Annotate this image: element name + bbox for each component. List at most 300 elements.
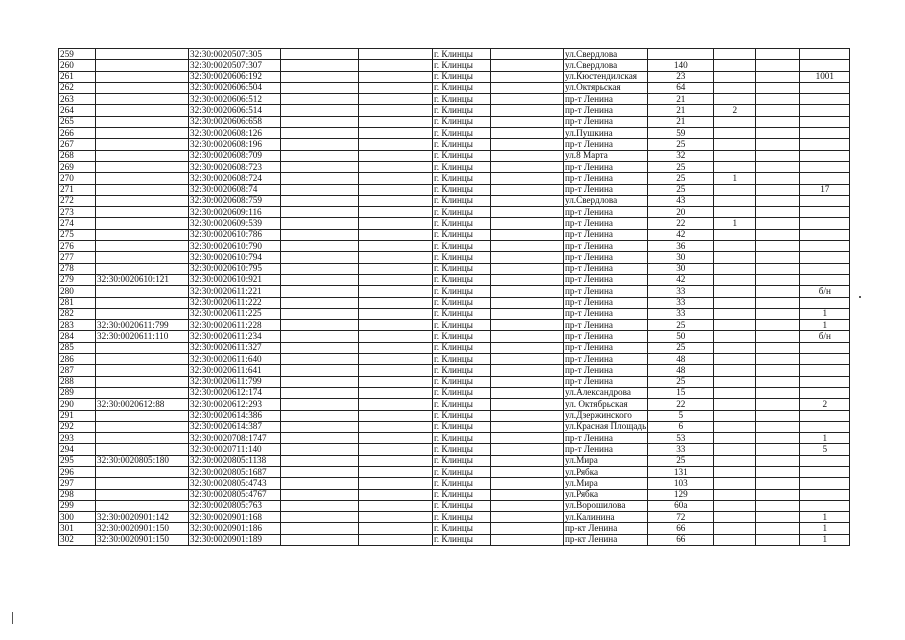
cell-e1	[281, 195, 359, 206]
cell-cad1	[96, 139, 189, 150]
cell-c12	[800, 274, 850, 285]
cell-e1	[281, 466, 359, 477]
cell-city: г. Клинцы	[433, 512, 491, 523]
cell-street: пр-т Ленина	[564, 365, 648, 376]
cell-e1	[281, 308, 359, 319]
cell-city: г. Клинцы	[433, 252, 491, 263]
cell-e1	[281, 534, 359, 545]
table-row	[59, 60, 850, 71]
cell-num: 265	[59, 116, 96, 127]
cell-num: 297	[59, 478, 96, 489]
cell-e1	[281, 116, 359, 127]
cell-house: 50	[648, 331, 714, 342]
cell-house: 30	[648, 263, 714, 274]
cell-street: пр-т Ленина	[564, 229, 648, 240]
cell-c12: б/н	[800, 286, 850, 297]
cell-e3	[491, 105, 564, 116]
cell-house: 48	[648, 354, 714, 365]
cell-city: г. Клинцы	[433, 410, 491, 421]
cell-street: пр-т Ленина	[564, 286, 648, 297]
cell-c11	[756, 263, 800, 274]
cell-e2	[359, 82, 433, 93]
cell-e3	[491, 128, 564, 139]
cell-e2	[359, 512, 433, 523]
cell-c11	[756, 82, 800, 93]
cell-house: 60а	[648, 500, 714, 511]
cell-c10	[714, 466, 756, 477]
cell-cad2: 32:30:0020901:186	[189, 523, 281, 534]
cell-e3	[491, 286, 564, 297]
cell-e3	[491, 478, 564, 489]
cell-cad2: 32:30:0020606:514	[189, 105, 281, 116]
cell-cad1	[96, 161, 189, 172]
cell-c12: 17	[800, 184, 850, 195]
cell-num: 286	[59, 354, 96, 365]
cell-c11	[756, 274, 800, 285]
cell-cad1	[96, 173, 189, 184]
cell-c11	[756, 410, 800, 421]
cell-num: 290	[59, 399, 96, 410]
cell-city: г. Клинцы	[433, 399, 491, 410]
cell-cad2: 32:30:0020610:786	[189, 229, 281, 240]
cell-c11	[756, 489, 800, 500]
cell-street: пр-т Ленина	[564, 241, 648, 252]
cell-c12	[800, 139, 850, 150]
cell-street: пр-т Ленина	[564, 218, 648, 229]
cell-e3	[491, 308, 564, 319]
cell-c12: 1	[800, 308, 850, 319]
cell-city: г. Клинцы	[433, 354, 491, 365]
cell-city: г. Клинцы	[433, 387, 491, 398]
cell-e2	[359, 399, 433, 410]
cell-cad2: 32:30:0020611:234	[189, 331, 281, 342]
cell-e2	[359, 128, 433, 139]
cell-cad1	[96, 116, 189, 127]
cell-city: г. Клинцы	[433, 116, 491, 127]
cell-e2	[359, 433, 433, 444]
cell-e3	[491, 49, 564, 60]
cell-c11	[756, 241, 800, 252]
cell-street: ул. Октябрьская	[564, 399, 648, 410]
cell-e2	[359, 320, 433, 331]
cell-num: 301	[59, 523, 96, 534]
cell-e1	[281, 150, 359, 161]
cell-house: 64	[648, 82, 714, 93]
cell-e3	[491, 500, 564, 511]
cell-num: 285	[59, 342, 96, 353]
cell-cad1	[96, 94, 189, 105]
cell-c12	[800, 60, 850, 71]
table-row	[59, 150, 850, 161]
cell-e3	[491, 433, 564, 444]
cell-e1	[281, 173, 359, 184]
cell-e2	[359, 60, 433, 71]
cell-cad1	[96, 60, 189, 71]
cell-street: пр-т Ленина	[564, 354, 648, 365]
table-row	[59, 354, 850, 365]
table-row	[59, 489, 850, 500]
cell-c10: 1	[714, 218, 756, 229]
cell-e2	[359, 150, 433, 161]
cell-cad2: 32:30:0020611:641	[189, 365, 281, 376]
cell-cad2: 32:30:0020711:140	[189, 444, 281, 455]
cell-e3	[491, 94, 564, 105]
cell-e3	[491, 71, 564, 82]
cell-cad1	[96, 286, 189, 297]
cell-c11	[756, 320, 800, 331]
cell-c12	[800, 410, 850, 421]
cell-e1	[281, 433, 359, 444]
table-row	[59, 523, 850, 534]
cell-e2	[359, 105, 433, 116]
table-row	[59, 82, 850, 93]
cell-cad2: 32:30:0020608:126	[189, 128, 281, 139]
cell-c12	[800, 241, 850, 252]
cell-c12	[800, 455, 850, 466]
cell-c11	[756, 71, 800, 82]
cell-e1	[281, 71, 359, 82]
cell-c10	[714, 71, 756, 82]
cell-city: г. Клинцы	[433, 342, 491, 353]
cell-e2	[359, 354, 433, 365]
cell-city: г. Клинцы	[433, 308, 491, 319]
cell-c12	[800, 354, 850, 365]
cell-c10	[714, 49, 756, 60]
cell-c10	[714, 128, 756, 139]
table-row	[59, 184, 850, 195]
cell-city: г. Клинцы	[433, 455, 491, 466]
cell-house: 48	[648, 365, 714, 376]
cell-e2	[359, 444, 433, 455]
table-row	[59, 365, 850, 376]
cell-num: 268	[59, 150, 96, 161]
cell-c10	[714, 399, 756, 410]
cell-city: г. Клинцы	[433, 376, 491, 387]
cell-num: 293	[59, 433, 96, 444]
table-row	[59, 433, 850, 444]
cell-street: ул.Александрова	[564, 387, 648, 398]
cell-c11	[756, 455, 800, 466]
cell-city: г. Клинцы	[433, 184, 491, 195]
cell-house: 21	[648, 94, 714, 105]
cell-e1	[281, 218, 359, 229]
cell-c12	[800, 342, 850, 353]
cell-e2	[359, 207, 433, 218]
cell-c10	[714, 478, 756, 489]
table-row	[59, 286, 850, 297]
cell-house: 32	[648, 150, 714, 161]
cell-c10	[714, 161, 756, 172]
cell-cad2: 32:30:0020608:723	[189, 161, 281, 172]
cell-c10	[714, 444, 756, 455]
cell-num: 276	[59, 241, 96, 252]
table-row	[59, 331, 850, 342]
cell-cad2: 32:30:0020614:386	[189, 410, 281, 421]
cell-city: г. Клинцы	[433, 60, 491, 71]
cell-cad2: 32:30:0020507:305	[189, 49, 281, 60]
cell-street: пр-т Ленина	[564, 105, 648, 116]
cell-e1	[281, 94, 359, 105]
cell-c12: б/н	[800, 331, 850, 342]
cell-e1	[281, 241, 359, 252]
cell-c11	[756, 173, 800, 184]
cell-c10	[714, 387, 756, 398]
cell-house: 33	[648, 308, 714, 319]
table-row	[59, 173, 850, 184]
cell-e3	[491, 331, 564, 342]
cell-e2	[359, 376, 433, 387]
cell-c11	[756, 342, 800, 353]
table-row	[59, 105, 850, 116]
cell-e3	[491, 444, 564, 455]
cell-city: г. Клинцы	[433, 489, 491, 500]
cell-house: 23	[648, 71, 714, 82]
cell-num: 275	[59, 229, 96, 240]
cell-cad1	[96, 433, 189, 444]
cell-num: 291	[59, 410, 96, 421]
cell-e1	[281, 320, 359, 331]
cell-c10	[714, 455, 756, 466]
cell-c11	[756, 286, 800, 297]
cell-c10	[714, 150, 756, 161]
cell-e1	[281, 365, 359, 376]
cell-e1	[281, 184, 359, 195]
cell-c11	[756, 365, 800, 376]
cell-num: 270	[59, 173, 96, 184]
cell-e1	[281, 128, 359, 139]
cell-num: 266	[59, 128, 96, 139]
cell-e2	[359, 252, 433, 263]
cell-city: г. Клинцы	[433, 94, 491, 105]
cell-c10	[714, 252, 756, 263]
cell-c10	[714, 365, 756, 376]
cell-cad2: 32:30:0020609:539	[189, 218, 281, 229]
cell-e3	[491, 376, 564, 387]
cell-cad1	[96, 218, 189, 229]
cell-cad1	[96, 500, 189, 511]
cell-e2	[359, 534, 433, 545]
cell-city: г. Клинцы	[433, 173, 491, 184]
table-row	[59, 207, 850, 218]
cell-c10	[714, 320, 756, 331]
cell-e1	[281, 263, 359, 274]
cell-c12	[800, 207, 850, 218]
cell-street: пр-т Ленина	[564, 116, 648, 127]
cell-num: 272	[59, 195, 96, 206]
table-row	[59, 49, 850, 60]
cell-street: пр-т Ленина	[564, 331, 648, 342]
cell-e1	[281, 105, 359, 116]
cell-e1	[281, 60, 359, 71]
cell-c10	[714, 274, 756, 285]
cell-c12	[800, 489, 850, 500]
cell-c12: 2	[800, 399, 850, 410]
cell-cad1	[96, 105, 189, 116]
cell-num: 267	[59, 139, 96, 150]
cell-c12	[800, 150, 850, 161]
cell-cad1: 32:30:0020805:180	[96, 455, 189, 466]
cell-e3	[491, 229, 564, 240]
cell-street: ул.Ворошилова	[564, 500, 648, 511]
cell-c11	[756, 195, 800, 206]
cell-c11	[756, 128, 800, 139]
cell-cad1	[96, 128, 189, 139]
cell-cad1	[96, 308, 189, 319]
cell-city: г. Клинцы	[433, 241, 491, 252]
cell-street: ул.Октярьская	[564, 82, 648, 93]
cell-c12	[800, 466, 850, 477]
cell-e2	[359, 229, 433, 240]
cell-street: пр-т Ленина	[564, 184, 648, 195]
cell-e1	[281, 410, 359, 421]
cell-e3	[491, 410, 564, 421]
cell-city: г. Клинцы	[433, 500, 491, 511]
cell-house: 131	[648, 466, 714, 477]
cell-e3	[491, 274, 564, 285]
cell-c12	[800, 105, 850, 116]
cell-street: ул.Красная Площадь	[565, 421, 647, 432]
cell-c11	[756, 354, 800, 365]
cell-num: 260	[59, 60, 96, 71]
cell-c11	[756, 116, 800, 127]
table-row	[59, 421, 850, 432]
cell-e2	[359, 263, 433, 274]
cell-c12	[800, 252, 850, 263]
cell-cad2: 32:30:0020611:222	[189, 297, 281, 308]
cell-c10	[714, 489, 756, 500]
cell-e3	[491, 489, 564, 500]
cell-cad2: 32:30:0020611:225	[189, 308, 281, 319]
cell-c10	[714, 500, 756, 511]
cell-cad1	[96, 229, 189, 240]
cell-street: пр-т Ленина	[564, 274, 648, 285]
cell-c10: 2	[714, 105, 756, 116]
cell-num: 259	[59, 49, 96, 60]
cell-house: 5	[648, 410, 714, 421]
cell-cad1	[96, 263, 189, 274]
cell-c12	[800, 161, 850, 172]
cell-street: ул.Мира	[564, 455, 648, 466]
cell-cad2: 32:30:0020608:759	[189, 195, 281, 206]
cell-city: г. Клинцы	[433, 297, 491, 308]
cell-cad1	[96, 410, 189, 421]
cell-street: ул.Рябка	[564, 466, 648, 477]
cell-e3	[491, 387, 564, 398]
cell-cad2: 32:30:0020608:709	[189, 150, 281, 161]
table-row	[59, 399, 850, 410]
cell-c10	[714, 523, 756, 534]
cell-e2	[359, 365, 433, 376]
cell-e2	[359, 410, 433, 421]
cell-c11	[756, 523, 800, 534]
cell-house: 129	[648, 489, 714, 500]
cell-num: 271	[59, 184, 96, 195]
cell-cad2: 32:30:0020608:724	[189, 173, 281, 184]
cell-c12	[800, 49, 850, 60]
cell-cad2: 32:30:0020805:4767	[189, 489, 281, 500]
cell-e1	[281, 286, 359, 297]
cell-e1	[281, 252, 359, 263]
cell-e2	[359, 71, 433, 82]
cell-c10	[714, 116, 756, 127]
cell-num: 269	[59, 161, 96, 172]
cell-e3	[491, 320, 564, 331]
cell-cad1	[96, 489, 189, 500]
cell-c10	[714, 229, 756, 240]
cell-e3	[491, 82, 564, 93]
cell-c10	[714, 60, 756, 71]
cell-city: г. Клинцы	[433, 274, 491, 285]
cell-c12	[800, 297, 850, 308]
cell-cad1	[96, 354, 189, 365]
cell-house: 25	[648, 161, 714, 172]
cell-cad1	[96, 82, 189, 93]
cell-cad2: 32:30:0020610:795	[189, 263, 281, 274]
cell-c11	[756, 60, 800, 71]
cell-e3	[491, 342, 564, 353]
cell-cad2: 32:30:0020805:1138	[189, 455, 281, 466]
cell-city: г. Клинцы	[433, 150, 491, 161]
cell-cad1: 32:30:0020612:88	[96, 399, 189, 410]
cell-c12	[800, 82, 850, 93]
cell-c11	[756, 512, 800, 523]
cell-cad1	[96, 297, 189, 308]
cell-e2	[359, 331, 433, 342]
table-row	[59, 308, 850, 319]
cell-cad2: 32:30:0020606:504	[189, 82, 281, 93]
cell-cad2: 32:30:0020612:174	[189, 387, 281, 398]
cell-e3	[491, 466, 564, 477]
cell-cad1	[96, 466, 189, 477]
cell-cad2: 32:30:0020612:293	[189, 399, 281, 410]
cell-city: г. Клинцы	[433, 365, 491, 376]
cell-house: 33	[648, 297, 714, 308]
cell-c10	[714, 354, 756, 365]
cell-house: 22	[648, 218, 714, 229]
cell-house: 42	[648, 229, 714, 240]
cell-c11	[756, 308, 800, 319]
table-row	[59, 534, 850, 545]
cell-c11	[756, 534, 800, 545]
cell-street: ул.Дзержинского	[564, 410, 648, 421]
cell-cad1	[96, 71, 189, 82]
cell-city: г. Клинцы	[433, 71, 491, 82]
cell-c10	[714, 94, 756, 105]
cell-e1	[281, 229, 359, 240]
cell-num: 302	[59, 534, 96, 545]
cell-e3	[491, 534, 564, 545]
cell-cad2: 32:30:0020606:658	[189, 116, 281, 127]
cell-e3	[491, 207, 564, 218]
cell-street: пр-т Ленина	[564, 297, 648, 308]
cell-street: пр-т Ленина	[564, 342, 648, 353]
cell-cad1: 32:30:0020611:799	[96, 320, 189, 331]
cell-e3	[491, 116, 564, 127]
table-row	[59, 466, 850, 477]
table-body	[59, 49, 850, 546]
cell-city: г. Клинцы	[433, 207, 491, 218]
cell-cad2: 32:30:0020611:799	[189, 376, 281, 387]
cell-house: 36	[648, 241, 714, 252]
table-row	[59, 139, 850, 150]
cell-num: 263	[59, 94, 96, 105]
cell-num: 264	[59, 105, 96, 116]
cell-c11	[756, 500, 800, 511]
table-row	[59, 512, 850, 523]
cell-street: пр-т Ленина	[564, 252, 648, 263]
data-table	[58, 48, 850, 546]
cell-num: 279	[59, 274, 96, 285]
